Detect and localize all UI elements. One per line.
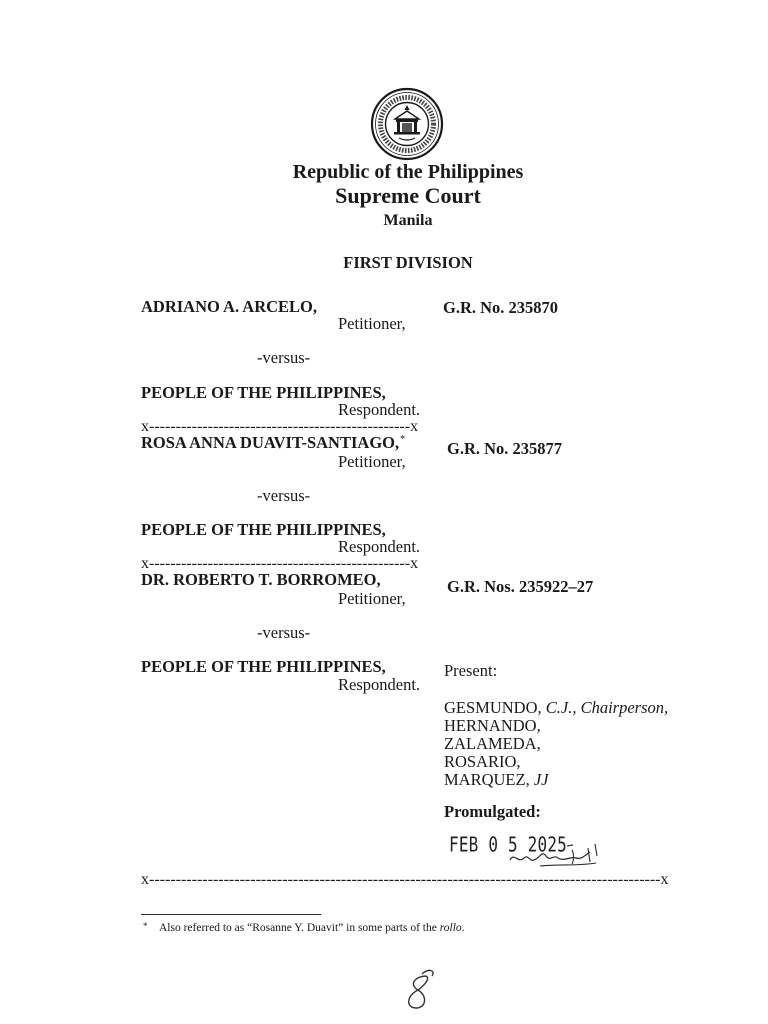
member-name: ROSARIO, [444,752,521,771]
present-member [444,735,541,753]
header-republic: Republic of the Philippines [292,161,524,183]
footnote-italic: rollo [439,922,462,934]
case-1-petitioner-role: Petitioner, [338,314,406,333]
member-name: ZALAMEDA, [444,734,541,753]
case-3-versus: -versus- [257,623,311,642]
case-2-gr-number: G.R. No. 235877 [447,439,563,458]
member-name: HERNANDO, [444,716,541,735]
case-separator: x-------------------------------------------------x [141,418,419,435]
case-separator: x-------------------------------------------------x [141,555,419,572]
promulgated-label: Promulgated: [444,802,541,821]
case-3-petitioner-role: Petitioner, [338,589,406,608]
case-1-respondent-role: Respondent. [338,400,421,419]
footnote-mark: * [143,921,148,931]
case-1-petitioner: ADRIANO A. ARCELO, [141,297,318,316]
case-2-respondent-role: Respondent. [338,537,421,556]
present-member [444,771,549,789]
footnote-body: Also referred to as “Rosanne Y. Duavit” in some parts of the [159,922,440,934]
signature [500,836,605,876]
present-label: Present: [444,661,498,680]
footnote-rule [141,914,321,915]
case-2-respondent: PEOPLE OF THE PHILIPPINES, [141,520,386,539]
division-title: FIRST DIVISION [343,253,473,272]
case-3-respondent-role: Respondent. [338,675,421,694]
case-2-petitioner-role: Petitioner, [338,452,406,471]
case-2-petitioner: ROSA ANNA DUAVIT-SANTIAGO, [141,433,400,452]
header-city: Manila [383,212,433,229]
case-2-versus: -versus- [257,486,311,505]
case-3-petitioner: DR. ROBERTO T. BORROMEO, [141,570,381,589]
present-member [444,699,668,717]
case-3-gr-number: G.R. Nos. 235922–27 [447,577,594,596]
case-3-respondent: PEOPLE OF THE PHILIPPINES, [141,657,386,676]
footnote-reference-mark: * [400,434,406,445]
case-1-gr-number: G.R. No. 235870 [443,298,559,317]
handwritten-initial [392,966,448,1018]
member-name: MARQUEZ, [444,770,530,789]
case-1-versus: -versus- [257,348,311,367]
present-member [444,753,521,771]
member-title: JJ [533,770,549,789]
case-1-respondent: PEOPLE OF THE PHILIPPINES, [141,383,386,402]
member-title: C.J., Chairperson, [545,698,669,717]
footnote-end: . [461,922,465,934]
promulgation-date-stamp: FEB 0 5 2025 [449,832,567,857]
court-seal [369,86,445,162]
page-separator: x------------------------------------------------------------------------------------------------x [141,871,669,888]
member-name: GESMUNDO, [444,698,542,717]
footnote-text [159,921,465,935]
header-supreme-court: Supreme Court [335,183,481,208]
present-member [444,717,541,735]
